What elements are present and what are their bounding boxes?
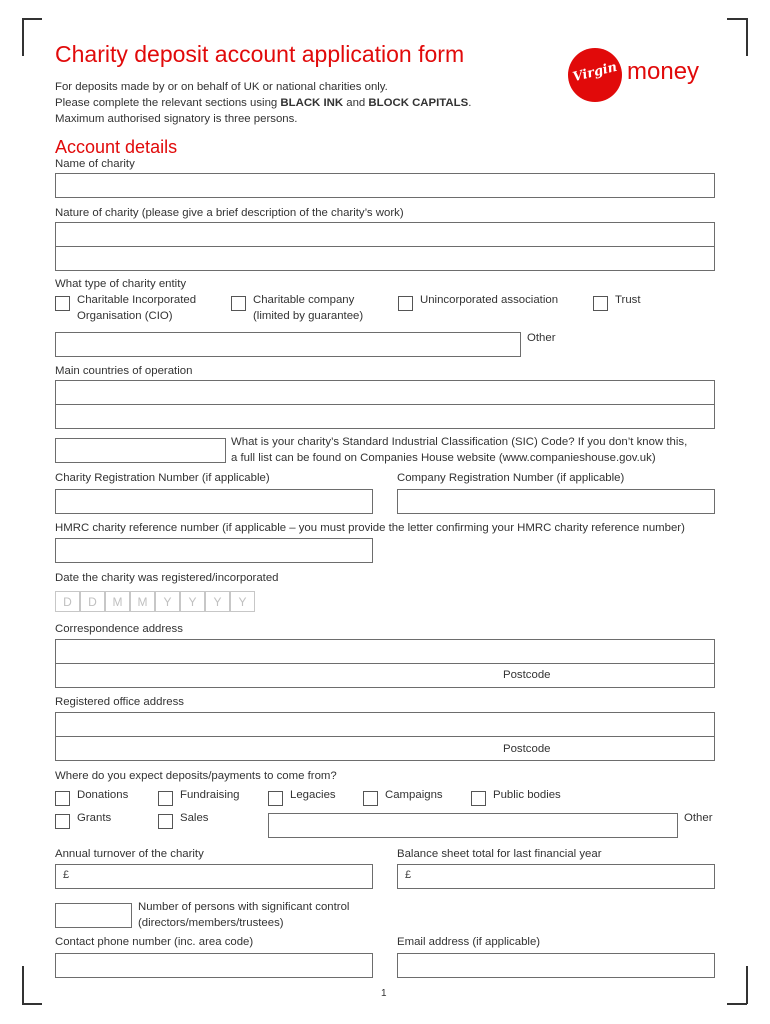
donations-label: Donations (77, 789, 129, 801)
contact-phone-label: Contact phone number (inc. area code) (55, 936, 254, 948)
date-day-digit-1[interactable]: D (55, 591, 80, 612)
entity-other-label: Other (527, 332, 556, 344)
sic-code-label-line-1: What is your charity’s Standard Industrial Classification (SIC) Code? If you don’t know this, (231, 436, 688, 448)
deposits-other-input[interactable] (268, 813, 678, 838)
charity-registration-number-label: Charity Registration Number (if applicable) (55, 472, 270, 484)
email-address-label: Email address (if applicable) (397, 936, 541, 948)
registered-office-address-line-1[interactable] (55, 712, 715, 737)
campaigns-label: Campaigns (385, 789, 443, 801)
charitable-company-label-line-2: (limited by guarantee) (253, 310, 364, 322)
intro-line-3: Maximum authorised signatory is three persons. (55, 113, 298, 125)
intro-line-1: For deposits made by or on behalf of UK or national charities only. (55, 81, 388, 93)
annual-turnover-input[interactable] (55, 864, 373, 889)
date-year-digit-4[interactable]: Y (230, 591, 255, 612)
cio-label-line-2: Organisation (CIO) (77, 310, 173, 322)
date-year-digit-2[interactable]: Y (180, 591, 205, 612)
balance-sheet-input[interactable] (397, 864, 715, 889)
intro-block-capitals: BLOCK CAPITALS (368, 97, 469, 109)
date-month-digit-1[interactable]: M (105, 591, 130, 612)
crop-mark-top-right-v (746, 18, 748, 56)
date-day-digit-2[interactable]: D (80, 591, 105, 612)
entity-type-label: What type of charity entity (55, 278, 187, 290)
sic-code-input[interactable] (55, 438, 226, 463)
registration-date-label: Date the charity was registered/incorporated (55, 572, 279, 584)
entity-other-input[interactable] (55, 332, 521, 357)
trust-checkbox[interactable] (593, 296, 608, 311)
psc-label-line-2: (directors/members/trustees) (138, 917, 284, 929)
crop-mark-bottom-right-v (746, 966, 748, 1004)
nature-of-charity-input-line-1[interactable] (55, 222, 715, 247)
public-bodies-checkbox[interactable] (471, 791, 486, 806)
legacies-checkbox[interactable] (268, 791, 283, 806)
hmrc-reference-input[interactable] (55, 538, 373, 563)
registered-office-address-label: Registered office address (55, 696, 184, 708)
campaigns-checkbox[interactable] (363, 791, 378, 806)
unincorporated-association-label: Unincorporated association (420, 294, 559, 306)
charitable-company-label-line-1: Charitable company (253, 294, 355, 306)
virgin-money-logo (568, 48, 718, 104)
registered-postcode-label: Postcode (503, 743, 551, 755)
correspondence-address-label: Correspondence address (55, 623, 183, 635)
company-registration-number-input[interactable] (397, 489, 715, 514)
contact-phone-input[interactable] (55, 953, 373, 978)
crop-mark-bottom-left (22, 1003, 42, 1005)
intro-line-2 (55, 96, 471, 111)
fundraising-label: Fundraising (180, 789, 240, 801)
crop-mark-top-left-v (22, 18, 24, 56)
fundraising-checkbox[interactable] (158, 791, 173, 806)
public-bodies-label: Public bodies (493, 789, 561, 801)
correspondence-address-line-2[interactable] (55, 663, 715, 688)
turnover-currency-symbol: £ (63, 869, 70, 881)
donations-checkbox[interactable] (55, 791, 70, 806)
deposits-source-label: Where do you expect deposits/payments to come from? (55, 770, 337, 782)
crop-mark-top-right (727, 18, 747, 20)
unincorporated-association-checkbox[interactable] (398, 296, 413, 311)
virgin-logo-script: Virgin (571, 59, 619, 86)
intro-black-ink: BLACK INK (280, 97, 344, 109)
charitable-company-checkbox[interactable] (231, 296, 246, 311)
deposits-other-label: Other (684, 812, 713, 824)
intro-and: and (343, 97, 369, 109)
grants-label: Grants (77, 812, 112, 824)
intro-suffix: . (468, 97, 472, 109)
date-month-digit-2[interactable]: M (130, 591, 155, 612)
cio-label-line-1: Charitable Incorporated (77, 294, 197, 306)
money-wordmark: money (627, 58, 700, 85)
countries-input-line-1[interactable] (55, 380, 715, 405)
intro-prefix: Please complete the relevant sections using (55, 97, 281, 109)
balance-sheet-label: Balance sheet total for last financial year (397, 848, 602, 860)
hmrc-reference-label: HMRC charity reference number (if applicable – you must provide the letter confirming your HMRC charity reference number) (55, 522, 685, 534)
sales-label: Sales (180, 812, 209, 824)
company-registration-number-label: Company Registration Number (if applicable) (397, 472, 625, 484)
grants-checkbox[interactable] (55, 814, 70, 829)
crop-mark-bottom-left-v (22, 966, 24, 1004)
correspondence-postcode-label: Postcode (503, 669, 551, 681)
crop-mark-bottom-right (727, 1003, 747, 1005)
legacies-label: Legacies (290, 789, 336, 801)
date-year-digit-1[interactable]: Y (155, 591, 180, 612)
email-address-input[interactable] (397, 953, 715, 978)
sic-code-label-line-2: a full list can be found on Companies House website (www.companieshouse.gov.uk) (231, 452, 656, 464)
nature-of-charity-input-line-2[interactable] (55, 246, 715, 271)
registered-office-address-line-2[interactable] (55, 736, 715, 761)
countries-label: Main countries of operation (55, 365, 193, 377)
name-of-charity-label: Name of charity (55, 158, 135, 170)
countries-input-line-2[interactable] (55, 404, 715, 429)
psc-count-input[interactable] (55, 903, 132, 928)
trust-label: Trust (615, 294, 641, 306)
nature-of-charity-label: Nature of charity (please give a brief description of the charity’s work) (55, 207, 404, 219)
sales-checkbox[interactable] (158, 814, 173, 829)
psc-label-line-1: Number of persons with significant control (138, 901, 350, 913)
charity-registration-number-input[interactable] (55, 489, 373, 514)
cio-checkbox[interactable] (55, 296, 70, 311)
date-year-digit-3[interactable]: Y (205, 591, 230, 612)
name-of-charity-input[interactable] (55, 173, 715, 198)
crop-mark-top-left (22, 18, 42, 20)
page-number: 1 (381, 988, 387, 999)
balance-currency-symbol: £ (405, 869, 412, 881)
annual-turnover-label: Annual turnover of the charity (55, 848, 204, 860)
section-heading-account-details: Account details (55, 137, 178, 157)
page-title: Charity deposit account application form (55, 41, 465, 67)
correspondence-address-line-1[interactable] (55, 639, 715, 664)
